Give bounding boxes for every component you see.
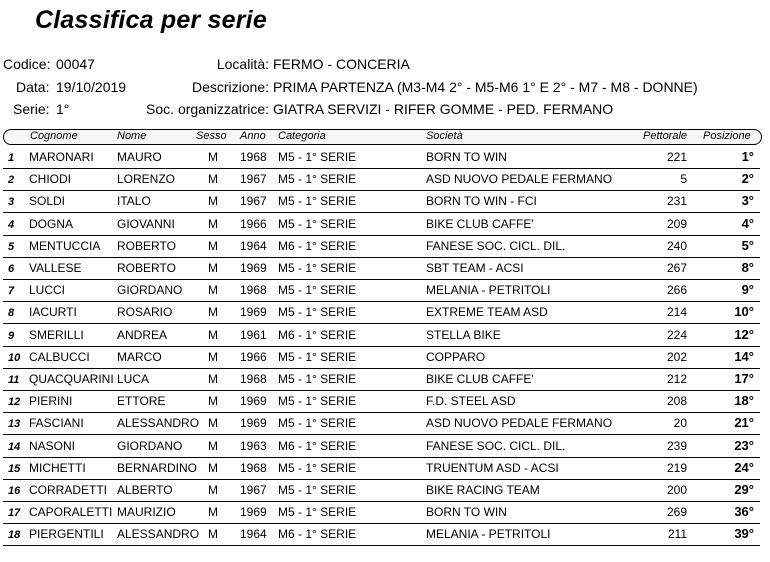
sesso-cell: M bbox=[208, 238, 218, 253]
societa-cell: BIKE CLUB CAFFE' bbox=[426, 216, 534, 231]
categoria-cell: M5 - 1° SERIE bbox=[278, 372, 357, 386]
anno-cell: 1967 bbox=[240, 483, 267, 497]
row-number: 17 bbox=[8, 507, 21, 520]
categoria-cell: M6 - 1° SERIE bbox=[278, 527, 357, 542]
row-number: 18 bbox=[8, 529, 21, 542]
soc-organizzatrice-value: GIATRA SERVIZI - RIFER GOMME - PED. FERMANO bbox=[273, 101, 614, 117]
header-pettorale: Pettorale bbox=[643, 130, 688, 142]
data-label: Data: bbox=[16, 79, 50, 95]
cognome-cell: CALBUCCI bbox=[29, 349, 90, 364]
cognome-cell: SOLDI bbox=[29, 194, 66, 209]
categoria-cell: M5 - 1° SERIE bbox=[278, 216, 357, 231]
sesso-cell: M bbox=[208, 194, 218, 209]
anno-cell: 1963 bbox=[240, 438, 267, 453]
row-number: 3 bbox=[8, 196, 15, 209]
posizione-cell: 24° bbox=[734, 459, 754, 475]
nome-cell: ROBERTO bbox=[117, 261, 176, 275]
page-title: Classifica per serie bbox=[35, 6, 267, 34]
table-row bbox=[3, 368, 760, 391]
table-row bbox=[3, 168, 760, 191]
anno-cell: 1964 bbox=[240, 238, 267, 253]
codice-label: Codice: bbox=[3, 56, 51, 72]
nome-cell: BERNARDINO bbox=[117, 460, 198, 475]
pettorale-cell: 266 bbox=[666, 283, 687, 298]
societa-cell: MELANIA - PETRITOLI bbox=[426, 283, 551, 298]
table-row bbox=[3, 190, 760, 213]
row-number: 6 bbox=[8, 263, 15, 275]
societa-cell: SBT TEAM - ACSI bbox=[426, 261, 524, 275]
anno-cell: 1969 bbox=[240, 394, 267, 409]
posizione-cell: 18° bbox=[734, 393, 754, 409]
header-categoria: Categoria bbox=[278, 130, 326, 142]
posizione-cell: 21° bbox=[734, 415, 754, 431]
posizione-cell: 2° bbox=[741, 171, 754, 187]
table-row bbox=[3, 346, 760, 369]
categoria-cell: M5 - 1° SERIE bbox=[278, 305, 357, 320]
posizione-cell: 3° bbox=[741, 193, 754, 209]
societa-cell: BORN TO WIN bbox=[426, 150, 507, 164]
anno-cell: 1968 bbox=[240, 150, 267, 164]
posizione-cell: 9° bbox=[741, 282, 754, 298]
anno-cell: 1969 bbox=[240, 261, 267, 275]
table-row bbox=[3, 435, 760, 458]
pettorale-cell: 221 bbox=[666, 150, 687, 164]
nome-cell: MARCO bbox=[117, 349, 162, 364]
anno-cell: 1966 bbox=[240, 216, 267, 231]
row-number: 4 bbox=[8, 218, 15, 231]
sesso-cell: M bbox=[208, 216, 218, 231]
pettorale-cell: 269 bbox=[666, 505, 687, 520]
header-sesso: Sesso bbox=[196, 130, 227, 142]
cognome-cell: FASCIANI bbox=[29, 416, 84, 431]
posizione-cell: 17° bbox=[734, 371, 754, 386]
sesso-cell: M bbox=[208, 416, 218, 431]
cognome-cell: MARONARI bbox=[29, 150, 94, 164]
header-nome: Nome bbox=[117, 130, 147, 142]
row-number: 8 bbox=[8, 307, 15, 320]
sesso-cell: M bbox=[208, 527, 218, 542]
sesso-cell: M bbox=[208, 305, 218, 320]
sesso-cell: M bbox=[208, 372, 218, 386]
categoria-cell: M5 - 1° SERIE bbox=[278, 349, 357, 364]
codice-value: 00047 bbox=[56, 56, 95, 72]
pettorale-cell: 20 bbox=[673, 416, 687, 431]
row-number: 14 bbox=[8, 440, 21, 453]
pettorale-cell: 200 bbox=[666, 483, 687, 497]
row-number: 13 bbox=[8, 418, 21, 431]
header-cognome: Cognome bbox=[30, 130, 78, 142]
posizione-cell: 5° bbox=[741, 237, 754, 253]
pettorale-cell: 240 bbox=[666, 238, 687, 253]
societa-cell: BORN TO WIN - FCI bbox=[426, 194, 537, 209]
cognome-cell: QUACQUARINI bbox=[29, 372, 114, 386]
sesso-cell: M bbox=[208, 261, 218, 275]
anno-cell: 1969 bbox=[240, 416, 267, 431]
societa-cell: FANESE SOC. CICL. DIL. bbox=[426, 438, 566, 453]
pettorale-cell: 209 bbox=[666, 216, 687, 231]
sesso-cell: M bbox=[208, 150, 218, 164]
posizione-cell: 36° bbox=[734, 504, 754, 520]
table-row bbox=[3, 301, 760, 324]
data-value: 19/10/2019 bbox=[56, 79, 127, 95]
sesso-cell: M bbox=[208, 327, 218, 342]
posizione-cell: 4° bbox=[741, 215, 754, 231]
nome-cell: GIORDANO bbox=[117, 438, 183, 453]
pettorale-cell: 231 bbox=[666, 194, 687, 209]
cognome-cell: VALLESE bbox=[29, 261, 82, 275]
soc-organizzatrice-label: Soc. organizzatrice: bbox=[146, 101, 269, 117]
societa-cell: BIKE RACING TEAM bbox=[426, 483, 540, 497]
categoria-cell: M5 - 1° SERIE bbox=[278, 394, 357, 409]
cognome-cell: PIERINI bbox=[29, 394, 73, 409]
nome-cell: ROSARIO bbox=[117, 305, 173, 320]
descrizione-label: Descrizione: bbox=[191, 79, 269, 95]
sesso-cell: M bbox=[208, 505, 218, 520]
localita-label: Località: bbox=[216, 56, 269, 72]
sesso-cell: M bbox=[208, 438, 218, 453]
posizione-cell: 29° bbox=[734, 482, 754, 497]
row-number: 9 bbox=[8, 329, 15, 342]
header-societa: Società bbox=[426, 130, 463, 142]
table-row bbox=[3, 523, 760, 546]
categoria-cell: M6 - 1° SERIE bbox=[278, 238, 357, 253]
societa-cell: F.D. STEEL ASD bbox=[426, 394, 516, 409]
cognome-cell: PIERGENTILI bbox=[29, 527, 104, 542]
posizione-cell: 39° bbox=[734, 526, 754, 542]
posizione-cell: 10° bbox=[734, 304, 754, 320]
categoria-cell: M5 - 1° SERIE bbox=[278, 460, 357, 475]
pettorale-cell: 219 bbox=[666, 460, 687, 475]
sesso-cell: M bbox=[208, 460, 218, 475]
row-number: 12 bbox=[8, 396, 21, 409]
pettorale-cell: 239 bbox=[666, 438, 687, 453]
pettorale-cell: 212 bbox=[666, 372, 687, 386]
nome-cell: ROBERTO bbox=[117, 238, 176, 253]
societa-cell: MELANIA - PETRITOLI bbox=[426, 527, 551, 542]
anno-cell: 1967 bbox=[240, 172, 267, 187]
anno-cell: 1967 bbox=[240, 194, 267, 209]
categoria-cell: M5 - 1° SERIE bbox=[278, 283, 357, 298]
nome-cell: MAURO bbox=[117, 150, 162, 164]
sesso-cell: M bbox=[208, 172, 218, 187]
header-posizione: Posizione bbox=[703, 130, 751, 142]
pettorale-cell: 214 bbox=[666, 305, 687, 320]
societa-cell: ASD NUOVO PEDALE FERMANO bbox=[426, 416, 613, 431]
societa-cell: TRUENTUM ASD - ACSI bbox=[426, 460, 559, 475]
anno-cell: 1966 bbox=[240, 349, 267, 364]
anno-cell: 1969 bbox=[240, 505, 267, 520]
categoria-cell: M5 - 1° SERIE bbox=[278, 505, 357, 520]
cognome-cell: IACURTI bbox=[29, 305, 77, 320]
anno-cell: 1964 bbox=[240, 527, 267, 542]
categoria-cell: M5 - 1° SERIE bbox=[278, 194, 357, 209]
table-row bbox=[3, 213, 760, 236]
cognome-cell: MICHETTI bbox=[29, 460, 86, 475]
row-number: 11 bbox=[8, 374, 20, 386]
categoria-cell: M6 - 1° SERIE bbox=[278, 327, 357, 342]
table-row bbox=[3, 324, 760, 347]
categoria-cell: M5 - 1° SERIE bbox=[278, 172, 357, 187]
descrizione-value: PRIMA PARTENZA (M3-M4 2° - M5-M6 1° E 2° - M7 - M8 - DONNE) bbox=[273, 79, 698, 95]
nome-cell: LUCA bbox=[117, 372, 150, 386]
table-row bbox=[3, 146, 760, 169]
nome-cell: GIOVANNI bbox=[117, 216, 175, 231]
row-number: 15 bbox=[8, 462, 21, 475]
pettorale-cell: 208 bbox=[666, 394, 687, 409]
row-number: 7 bbox=[8, 285, 15, 298]
categoria-cell: M5 - 1° SERIE bbox=[278, 261, 357, 275]
anno-cell: 1968 bbox=[240, 283, 267, 298]
societa-cell: FANESE SOC. CICL. DIL. bbox=[426, 238, 566, 253]
categoria-cell: M5 - 1° SERIE bbox=[278, 150, 357, 164]
societa-cell: COPPARO bbox=[426, 349, 486, 364]
sesso-cell: M bbox=[208, 283, 218, 298]
cognome-cell: NASONI bbox=[29, 438, 76, 453]
cognome-cell: CHIODI bbox=[29, 172, 71, 187]
table-row bbox=[3, 479, 760, 502]
cognome-cell: DOGNA bbox=[29, 216, 74, 231]
cognome-cell: SMERILLI bbox=[29, 327, 84, 342]
cognome-cell: MENTUCCIA bbox=[29, 238, 101, 253]
row-number: 2 bbox=[8, 174, 15, 187]
nome-cell: ALESSANDRO bbox=[117, 527, 200, 542]
table-row bbox=[3, 235, 760, 258]
societa-cell: BIKE CLUB CAFFE' bbox=[426, 372, 534, 386]
nome-cell: LORENZO bbox=[117, 172, 176, 187]
table-row bbox=[3, 279, 760, 302]
table-row bbox=[3, 501, 760, 524]
pettorale-cell: 202 bbox=[666, 349, 687, 364]
societa-cell: STELLA BIKE bbox=[426, 327, 501, 342]
societa-cell: BORN TO WIN bbox=[426, 505, 507, 520]
anno-cell: 1968 bbox=[240, 372, 267, 386]
posizione-cell: 14° bbox=[734, 348, 754, 364]
nome-cell: ITALO bbox=[117, 194, 151, 209]
table-row bbox=[3, 457, 760, 480]
nome-cell: ANDREA bbox=[117, 327, 168, 342]
posizione-cell: 8° bbox=[741, 260, 754, 275]
cognome-cell: LUCCI bbox=[29, 283, 66, 298]
societa-cell: ASD NUOVO PEDALE FERMANO bbox=[426, 172, 613, 187]
anno-cell: 1968 bbox=[240, 460, 267, 475]
cognome-cell: CAPORALETTI bbox=[29, 505, 113, 520]
sesso-cell: M bbox=[208, 349, 218, 364]
posizione-cell: 1° bbox=[741, 149, 754, 164]
row-number: 16 bbox=[8, 485, 21, 497]
anno-cell: 1961 bbox=[240, 327, 267, 342]
table-row bbox=[3, 412, 760, 435]
row-number: 5 bbox=[8, 240, 15, 253]
nome-cell: GIORDANO bbox=[117, 283, 183, 298]
categoria-cell: M5 - 1° SERIE bbox=[278, 483, 357, 497]
pettorale-cell: 211 bbox=[667, 527, 687, 542]
table-row bbox=[3, 257, 760, 280]
posizione-cell: 23° bbox=[734, 437, 754, 453]
header-anno: Anno bbox=[240, 130, 266, 142]
anno-cell: 1969 bbox=[240, 305, 267, 320]
sesso-cell: M bbox=[208, 483, 218, 497]
pettorale-cell: 5 bbox=[680, 172, 687, 187]
row-number: 1 bbox=[8, 152, 15, 164]
localita-value: FERMO - CONCERIA bbox=[273, 56, 410, 72]
row-number: 10 bbox=[8, 351, 21, 364]
serie-label: Serie: bbox=[13, 101, 50, 117]
categoria-cell: M5 - 1° SERIE bbox=[278, 416, 357, 431]
sesso-cell: M bbox=[208, 394, 218, 409]
pettorale-cell: 267 bbox=[666, 261, 687, 275]
pettorale-cell: 224 bbox=[666, 327, 687, 342]
cognome-cell: CORRADETTI bbox=[29, 483, 107, 497]
nome-cell: ALESSANDRO bbox=[117, 416, 200, 431]
nome-cell: ALBERTO bbox=[117, 483, 173, 497]
nome-cell: MAURIZIO bbox=[117, 505, 176, 520]
serie-value: 1° bbox=[56, 101, 70, 117]
posizione-cell: 12° bbox=[734, 326, 754, 342]
table-row bbox=[3, 390, 760, 413]
categoria-cell: M6 - 1° SERIE bbox=[278, 438, 357, 453]
nome-cell: ETTORE bbox=[117, 394, 166, 409]
societa-cell: EXTREME TEAM ASD bbox=[426, 305, 548, 320]
